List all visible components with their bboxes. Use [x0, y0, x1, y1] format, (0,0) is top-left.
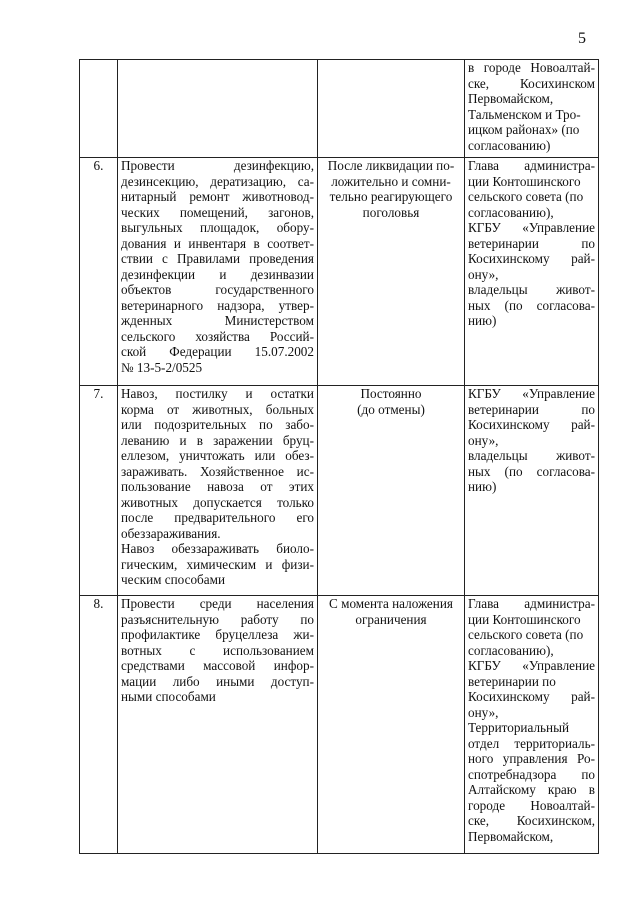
action-cell [118, 596, 318, 854]
row-number-cell: 6. [80, 158, 118, 386]
term-cell [318, 596, 465, 854]
term-line: ограничения [355, 611, 427, 627]
responsible-line: Первомайском, [468, 828, 554, 844]
term-cell [318, 386, 465, 596]
action-line: вотных с использованием [121, 642, 314, 658]
row-number-cell: 7. [80, 386, 118, 596]
action-cell [118, 60, 318, 158]
action-line: ствии с Правилами проведения [121, 251, 314, 266]
responsible-line: согласованию), [468, 642, 554, 658]
action-line: ческим способами [121, 572, 226, 587]
responsible-line: согласованию) [468, 137, 551, 153]
responsible-line: сельского совета (по [468, 189, 584, 204]
term-cell [318, 60, 465, 158]
responsible-line: в городе Новоалтай- [468, 60, 595, 75]
term-line: (до отмены) [357, 401, 425, 417]
responsible-line: КГБУ «Управление [468, 658, 595, 673]
responsible-line: Тальменском и Тро- [468, 106, 581, 122]
responsible-line: ске, Косихинском [468, 75, 595, 91]
action-line: после предварительного его [121, 510, 314, 525]
action-line: сельского хозяйства Россий- [121, 328, 314, 344]
term-line: поголовья [362, 204, 420, 220]
action-line: обеззараживания. [121, 525, 221, 541]
responsible-line: ных (по согласова- [468, 297, 595, 313]
responsible-cell [465, 60, 599, 158]
action-line: зараживать. Хозяйственное ис- [121, 463, 314, 479]
action-line: средствами массовой инфор- [121, 658, 314, 673]
action-line: нитарный ремонт животновод- [121, 189, 314, 204]
responsible-cell [465, 158, 599, 386]
responsible-line: ции Контошинского [468, 611, 581, 627]
responsible-line: ветеринарии по [468, 673, 556, 689]
action-line: № 13-5-2/0525 [121, 359, 203, 375]
table-row [80, 60, 599, 158]
responsible-line: ицком районах» (по [468, 122, 580, 137]
page-number: 5 [578, 30, 586, 47]
responsible-line: Косихинскому рай- [468, 689, 595, 704]
term-line: тельно реагирующего [329, 189, 453, 204]
term-line: Постоянно [360, 386, 422, 401]
responsible-line: ске, Косихинском, [468, 813, 595, 828]
action-line: жденных Министерством [121, 313, 314, 328]
row-number-cell [80, 60, 118, 158]
action-line: ской Федерации 15.07.2002 [121, 344, 314, 359]
action-line: ческих помещений, загонов, [121, 204, 314, 220]
action-line: гическим, химическим и физи- [121, 556, 314, 572]
action-line: леванию и в заражении бруц- [121, 432, 314, 448]
action-line: пользование навоза от этих [121, 479, 314, 494]
responsible-line: Первомайском, [468, 91, 554, 106]
responsible-line: сельского совета (по [468, 627, 584, 642]
action-cell [118, 158, 318, 386]
action-line: выгульных площадок, обору- [121, 220, 314, 235]
responsible-cell [465, 386, 599, 596]
responsible-line: ветеринарии по [468, 401, 595, 417]
responsible-line: ону», [468, 704, 499, 720]
responsible-line: Глава администра- [468, 158, 595, 173]
row-number-cell: 8. [80, 596, 118, 854]
responsible-line: ветеринарии по [468, 235, 595, 251]
responsible-line: КГБУ «Управление [468, 220, 595, 235]
responsible-line: ных (по согласова- [468, 463, 595, 479]
responsible-line: нию) [468, 479, 497, 494]
action-line: Навоз обеззараживать биоло- [121, 541, 314, 556]
action-line: ными способами [121, 689, 216, 704]
term-line: После ликвидации по- [327, 158, 455, 173]
action-line: Провести среди населения [121, 596, 314, 611]
responsible-line: ону», [468, 432, 499, 448]
measures-table [79, 59, 599, 854]
action-line: корма от животных, больных [121, 401, 314, 417]
action-line: животных допускается только [121, 494, 314, 510]
action-line: или подозрительных по забо- [121, 417, 314, 432]
action-cell [118, 386, 318, 596]
term-line: ложительно и сомни- [331, 173, 451, 189]
action-line: объектов государственного [121, 282, 314, 297]
responsible-line: согласованию), [468, 204, 554, 220]
responsible-line: отдел территориаль- [468, 735, 595, 751]
responsible-line: ону», [468, 266, 499, 282]
responsible-line: владельцы живот- [468, 448, 595, 463]
responsible-cell [465, 596, 599, 854]
action-line: дования и инвентаря в соответ- [121, 235, 314, 251]
action-line: профилактике бруцеллеза жи- [121, 627, 314, 642]
action-line: разъяснительную работу по [121, 611, 314, 627]
responsible-line: Косихинскому рай- [468, 251, 595, 266]
responsible-line: ции Контошинского [468, 173, 581, 189]
term-line: С момента наложения [329, 596, 453, 611]
action-line: Провести дезинфекцию, [121, 158, 314, 173]
table-row [80, 158, 599, 386]
responsible-line: спотребнадзора по [468, 766, 595, 782]
responsible-line: нию) [468, 313, 497, 328]
action-line: еллезом, уничтожать или обез- [121, 448, 314, 463]
table-row [80, 596, 599, 854]
responsible-line: владельцы живот- [468, 282, 595, 297]
responsible-line: ного управления Ро- [468, 751, 595, 766]
term-cell [318, 158, 465, 386]
responsible-line: Алтайскому краю в [468, 782, 595, 797]
responsible-line: Косихинскому рай- [468, 417, 595, 432]
responsible-line: Глава администра- [468, 596, 595, 611]
table-row [80, 386, 599, 596]
action-line: дезинфекции и дезинвазии [121, 266, 314, 282]
responsible-line: КГБУ «Управление [468, 386, 595, 401]
responsible-line: городе Новоалтай- [468, 797, 595, 813]
responsible-line: Территориальный [468, 720, 570, 735]
action-line: ветеринарного надзора, утвер- [121, 297, 314, 313]
action-line: дезинсекцию, дератизацию, са- [121, 173, 314, 189]
action-line: мации либо иными доступ- [121, 673, 314, 689]
action-line: Навоз, постилку и остатки [121, 386, 314, 401]
